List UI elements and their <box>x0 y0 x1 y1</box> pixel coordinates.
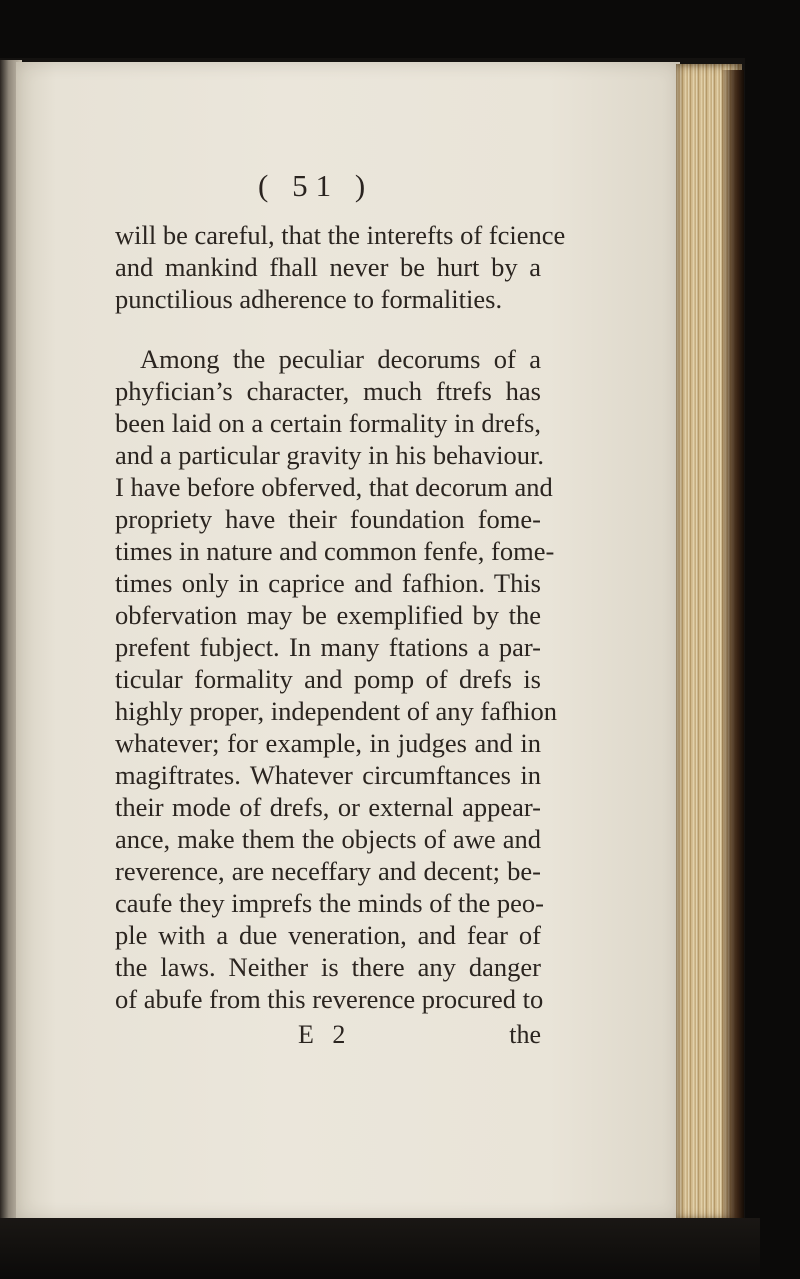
text-line-7: and a particular gravity in his behaviour. <box>115 440 545 470</box>
paragraph-start-line: Among the peculiar decorums of a <box>140 344 541 374</box>
text-line-8: I have before obferved, that decorum and <box>115 472 553 502</box>
text-line-19: ance, make them the objects of awe and <box>115 824 541 854</box>
text-line-15: highly proper, independent of any fafhion <box>115 696 557 726</box>
page-foot <box>115 1020 541 1050</box>
text-line-16: whatever; for example, in judges and in <box>115 728 541 758</box>
text-line-17: magiftrates. Whatever circumftances in <box>115 760 541 790</box>
signature-mark: E 2 <box>298 1020 352 1049</box>
text-line-20: reverence, are neceffary and decent; be- <box>115 856 541 886</box>
text-line-12: obfervation may be exemplified by the <box>115 600 541 630</box>
text-line-11: times only in caprice and fafhion. This <box>115 568 541 598</box>
text-line-23: the laws. Neither is there any danger <box>115 952 541 982</box>
text-line-10: times in nature and common fenfe, fome- <box>115 536 555 566</box>
text-line-14: ticular formality and pomp of drefs is <box>115 664 541 694</box>
text-line-1: will be careful, that the interefts of fcience <box>115 220 566 250</box>
page-number: ( 51 ) <box>258 168 374 203</box>
text-line-9: propriety have their foundation fome- <box>115 504 541 534</box>
fore-edge-shadow <box>722 70 744 1220</box>
bottom-shadow <box>0 1218 760 1279</box>
text-line-21: caufe they imprefs the minds of the peo- <box>115 888 545 918</box>
text-line-22: ple with a due veneration, and fear of <box>115 920 541 950</box>
text-line-5: phyfician’s character, much ftrefs has <box>115 376 541 406</box>
text-line-3: punctilious adherence to formalities. <box>115 284 503 314</box>
text-line-24: of abufe from this reverence procured to <box>115 984 544 1014</box>
text-line-13: prefent fubject. In many ftations a par- <box>115 632 541 662</box>
text-line-2: and mankind fhall never be hurt by a <box>115 252 541 282</box>
text-line-18: their mode of drefs, or external appear- <box>115 792 541 822</box>
text-line-6: been laid on a certain formality in drefs, <box>115 408 541 438</box>
catchword: the <box>509 1020 541 1049</box>
